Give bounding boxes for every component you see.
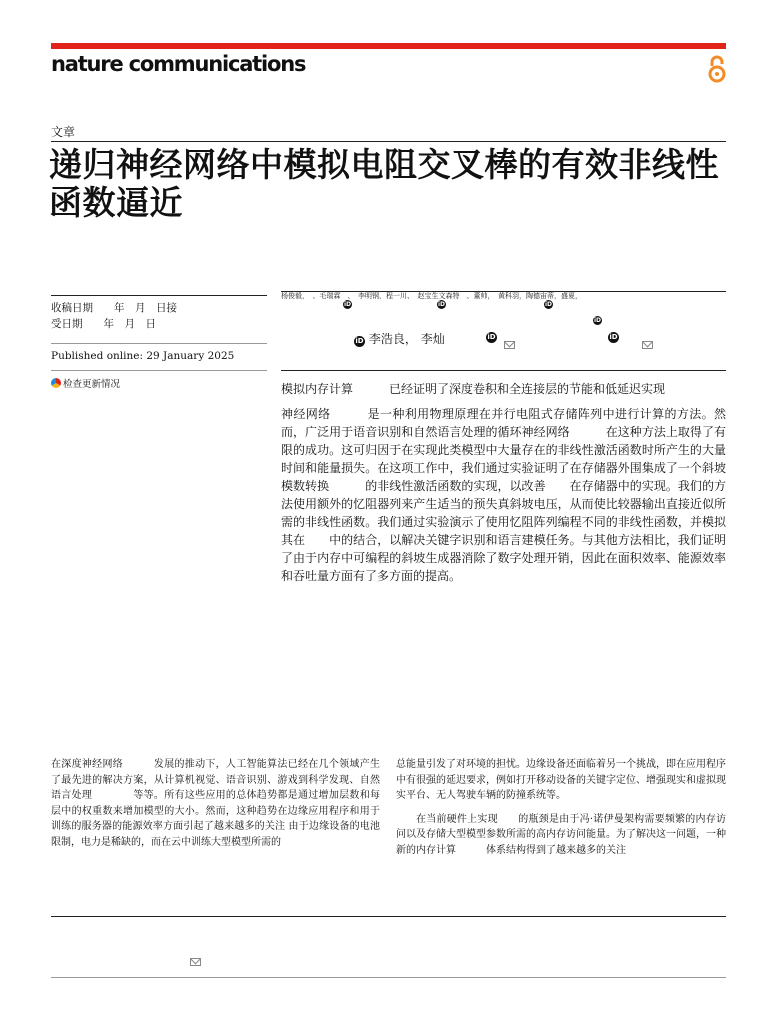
accepted-date: 受日期 年 月 日 [51, 318, 156, 330]
title-divider [51, 141, 726, 142]
published-date: Published online: 29 January 2025 [51, 350, 235, 362]
article-type-label: 文章 [51, 125, 76, 139]
intro-paragraph: 在当前硬件上实现 的瓶颈是由于冯·诺伊曼架构需要频繁的内存访问以及存储大型模型参数所需的高内存访问能量。为了解决这一问题，一种新的内存计算 体系结构得到了越来越多的关注 [396, 813, 726, 856]
meta-divider [51, 370, 267, 371]
check-updates-button[interactable] [51, 376, 141, 390]
article-title: 递归神经网络中模拟电阻交叉棒的有效非线性函数逼近 [49, 145, 719, 222]
orcid-icon[interactable]: iD [544, 301, 553, 308]
check-updates-label: 检查更新情况 [63, 379, 121, 390]
footer-divider [51, 977, 726, 978]
orcid-icon[interactable]: iD [437, 301, 446, 308]
email-icon[interactable] [504, 341, 515, 349]
author-list-continued: iD 李浩良， 李灿 [355, 332, 445, 346]
journal-brand[interactable]: nature communications [51, 52, 306, 76]
header-accent-bar [51, 43, 726, 49]
author-list: 杨俊毅， 、毛瑞霖 、 李明钢，程一川、 赵宝生文森特 、董帅， 黄科羽，陶德宙蒂，盛夏， [281, 292, 582, 300]
author-name[interactable]: 李灿 [420, 332, 445, 346]
footer-divider [51, 916, 726, 917]
orcid-icon[interactable]: iD [487, 333, 496, 341]
abstract-divider [281, 370, 726, 371]
email-icon[interactable] [190, 958, 201, 966]
orcid-icon[interactable]: iD [343, 301, 352, 308]
intro-column-right [396, 757, 726, 866]
check-updates-icon [51, 378, 61, 388]
abstract-heading: 模拟内存计算 已经证明了深度卷积和全连接层的节能和低延迟实现 [281, 382, 666, 396]
abstract-text: 神经网络 是一种利用物理原理在并行电阻式存储阵列中进行计算的方法。然而，广泛用于语音识别和自然语言处理的循环神经网络 在这种方法上取得了有限的成功。这可归因于在实现此类模型中大量存在的非线性激活函数时所产生的大量时间和能量损失。在这项工作中，我们通过实验证明了在存储器外围集成了一个斜坡模数转换 的非线性激活函数的实现，以改善 在存储器中的实现。我们的方法使用额外的忆阻器列来产生适当的预失真斜坡电压，从而使比较器输出直接近似所需的非线性函数。我们通过实验演示了使用忆阻阵列编程不同的非线性函数，并模拟其在 中的结合，以解决关键字识别和语言建模任务。与其他方法相比，我们证明了由于内存中可编程的斜坡生成器消除了数字处理开销，因此在面积效率、能源效率和吞吐量方面有了多方面的提高。 [281, 407, 726, 583]
orcid-icon[interactable]: iD [609, 333, 618, 341]
intro-column-left: 在深度神经网络 发展的推动下，人工智能算法已经在几个领域产生了最先进的解决方案，从计算机视觉、语音识别、游戏到科学发现、自然语言处理 等等。所有这些应用的总体趋势都是通过增加层数和每层中的权重数来增加模型的大小。然而，这种趋势在边缘应用程序和用于训练的服务器的能源效率方面引起了越来越多的关注 由于边缘设备的电池限制，电力是稀缺的，而在云中训练大型模型所需的 [51, 759, 380, 848]
received-date: 收稿日期 年 月 日接 [51, 302, 177, 314]
orcid-icon[interactable]: iD [355, 337, 364, 345]
open-access-icon [706, 54, 728, 84]
intro-paragraph: 总能量引发了对环境的担忧。边缘设备还面临着另一个挑战，即在应用程序中有很强的延迟要求，例如打开移动设备的关键字定位、增强现实和虚拟现实平台、无人驾驶车辆的防撞系统等。 [396, 759, 726, 801]
email-icon[interactable] [642, 341, 653, 349]
meta-divider-top [51, 295, 267, 296]
author-name[interactable]: 李浩良 [368, 332, 405, 346]
orcid-icon[interactable]: iD [593, 317, 602, 324]
meta-divider [51, 343, 267, 344]
